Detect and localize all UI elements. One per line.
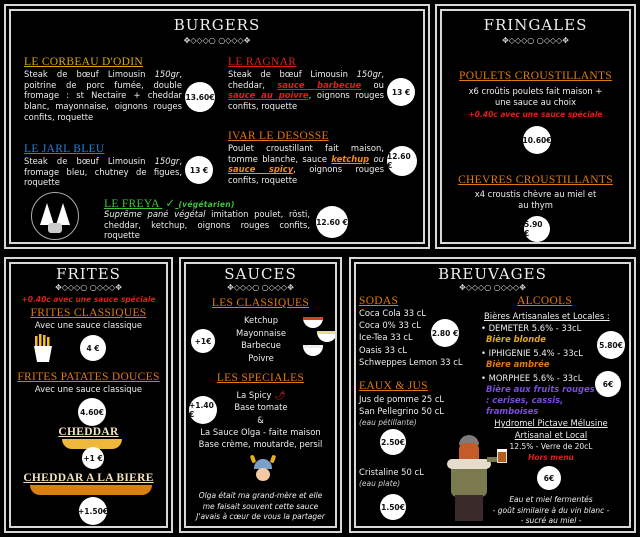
frites-name-classiques: FRITES CLASSIQUES (30, 307, 147, 319)
price-badge: +1.50€ (79, 497, 107, 525)
eaux-list: Jus de pomme 25 cL San Pellegrino 50 cL (eau pétillante) (359, 394, 445, 427)
price-badge: 13 € (185, 156, 213, 184)
fries-icon (32, 334, 54, 362)
frites-extra-note: +0.40c avec une sauce spéciale (21, 295, 156, 304)
ornament-divider: ✥◇◇◇○ ○◇◇◇✥ (502, 36, 569, 45)
beer-morphee: • MORPHEE 5.6% - 33cL Bière aux fruits rouges : cerises, cassis, framboises (481, 373, 595, 416)
fringale-extra-note: +0.40c avec une sauce spéciale (468, 110, 603, 119)
cheddar-biere-drip-icon (30, 485, 152, 495)
sauce-bowls-icon (301, 317, 339, 361)
burgers-title: BURGERS (173, 16, 261, 34)
hydromel-name: Hydromel Pictave Mélusine (494, 418, 608, 428)
breuvages-title: BREUVAGES (438, 265, 547, 283)
price-badge: 13 € (387, 78, 415, 106)
sodas-list: Coca Cola 33 cL Coca 0% 33 cL Ice-Tea 33 cL Oasis 33 cL Schweppes Lemon 33 cL (359, 308, 463, 367)
hydromel-detail: 12.5% - Verre de 20cL (509, 442, 593, 451)
hydromel-sub: Artisanal et Local (514, 430, 588, 440)
price-badge: 4.60€ (78, 398, 106, 426)
price-badge: 13.60€ (185, 82, 215, 112)
fringales-title: FRINGALES (483, 16, 588, 34)
fringale-name-poulets: POULETS CROUSTILLANTS (459, 70, 612, 82)
breuvages-panel (349, 257, 636, 533)
sauce-spicy-base: Base tomate (234, 402, 288, 412)
frites-desc-classiques: Avec une sauce classique (34, 320, 143, 330)
ornament-divider: ✥◇◇◇○ ○◇◇◇✥ (183, 36, 251, 45)
alcools-title: ALCOOLS (517, 295, 573, 307)
sauces-speciales-title: LES SPECIALES (216, 372, 305, 384)
fringales-panel (435, 4, 636, 249)
chili-peppers-icon: 🌶 (274, 391, 286, 401)
hydromel-desc: Eau et miel fermentés - goût similaire à du vin blanc - - sucré au miel - (492, 495, 610, 525)
beer-iphigenie: • IPHIGENIE 5.4% - 33cL Bière ambrée (481, 348, 583, 369)
price-badge: 1.50€ (380, 494, 406, 520)
price-badge: 2.80 € (431, 319, 459, 347)
burger-name-corbeau: LE CORBEAU D'ODIN (24, 56, 143, 68)
price-badge: 4 € (80, 335, 106, 361)
restaurant-logo (31, 192, 79, 240)
sauce-olga-label: La Sauce Olga - faite maison (200, 427, 321, 437)
beer-demeter: • DEMETER 5.6% - 33cL Bière blonde (481, 323, 582, 344)
burgers-panel (4, 4, 430, 249)
burger-name-freya: LE FREYA ✓ (végétarien) (104, 198, 235, 210)
price-badge: 6€ (595, 371, 621, 397)
sauce-olga-base: Base crème, moutarde, persil (198, 439, 323, 449)
price-badge: 5.90 € (524, 216, 550, 242)
frites-desc-patates-douces: Avec une sauce classique (34, 384, 143, 394)
price-badge: +1€ (191, 329, 215, 353)
burger-desc-corbeau: Steak de bœuf Limousin 150gr, poitrine de porc fumée, double fromage : st Nectaire + cheddar blanc, mayonnaise, oignons rouges confits, roquette (24, 69, 182, 122)
ornament-divider: ✥◇◇◇○ ○◇◇◇✥ (227, 283, 294, 292)
frites-name-patates-douces: FRITES PATATES DOUCES (17, 371, 160, 383)
burger-desc-ivar: Poulet croustillant fait maison, tomme blanche, sauce ketchup ou sauce spicy, oignons rouges confits, roquette (228, 143, 384, 186)
sauces-classiques-title: LES CLASSIQUES (211, 297, 310, 309)
ornament-divider: ✥◇◇◇○ ○◇◇◇✥ (55, 283, 122, 292)
price-badge: 2.50€ (380, 429, 406, 455)
burger-desc-jarl: Steak de bœuf Limousin 150gr, fromage bleu, chutney de figues, roquette (24, 156, 182, 188)
topping-name-cheddar: CHEDDAR (58, 426, 119, 438)
fringale-name-chevres: CHEVRES CROUSTILLANTS (458, 174, 613, 186)
price-badge: 12.60 € (387, 146, 417, 176)
sauce-spicy-label: La Spicy 🌶 (236, 390, 286, 401)
burger-desc-ragnar: Steak de bœuf Limousin 150gr, cheddar, sauce barbecue ou sauce au poivre, oignons rouges confits, roquette (228, 69, 384, 112)
burger-desc-freya: Suprême pané végétal imitation poulet, rösti, cheddar, ketchup, oignons rouges confits, roquette (104, 209, 311, 241)
price-badge: 12.60 € (316, 206, 348, 238)
topping-name-cheddar-biere: CHEDDAR A LA BIERE (23, 472, 154, 484)
sodas-title: SODAS (359, 295, 399, 307)
frites-title: FRITES (56, 265, 121, 283)
price-badge: 5.80€ (597, 331, 625, 359)
hydromel-tag: Hors menu (528, 453, 574, 462)
eaux-title: EAUX & JUS (359, 380, 428, 392)
burger-name-ivar: IVAR LE DESOSSE (228, 130, 329, 142)
fringale-desc-chevres: x4 croustis chèvre au miel et au thym (474, 189, 597, 210)
sauce-ampersand: & (257, 415, 264, 425)
viking-grandma-icon (251, 455, 275, 483)
price-badge: 10.60€ (523, 126, 551, 154)
burger-name-jarl: LE JARL BLEU (24, 143, 105, 155)
sauces-title: SAUCES (224, 265, 297, 283)
price-badge: +1 € (82, 447, 104, 469)
sauces-classiques-list: Ketchup Mayonnaise Barbecue Poivre (235, 315, 287, 363)
vegetarian-check-icon: ✓ (165, 198, 176, 210)
sauces-panel (179, 257, 342, 533)
sauce-olga-quote: Olga était ma grand-mère et elle me faisait souvent cette sauce J'avais à cœur de vous la partager (196, 491, 325, 521)
trees-logo-icon (35, 199, 75, 239)
burger-name-ragnar: LE RAGNAR (228, 56, 297, 68)
frites-panel (4, 257, 173, 533)
ornament-divider: ✥◇◇◇○ ○◇◇◇✥ (459, 283, 526, 292)
fringale-desc-poulets: x6 croûtis poulets fait maison + une sauce au choix (468, 86, 603, 107)
price-badge: 6€ (537, 466, 561, 490)
price-badge: +1.40 € (189, 396, 217, 424)
eaux-cristaline: Cristaline 50 cL (eau plate) (359, 467, 424, 488)
alcools-subtitle: Bières Artisanales et Locales : (484, 311, 610, 321)
